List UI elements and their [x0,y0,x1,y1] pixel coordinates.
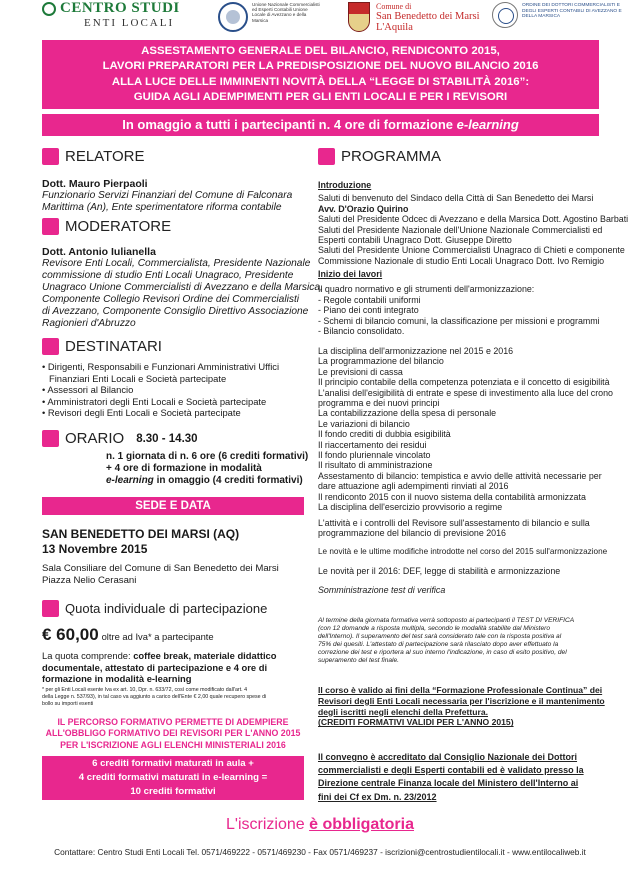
comune-logo: Comune di San Benedetto dei Marsi L'Aquila [348,0,478,36]
relatore-name: Dott. Mauro Pierpaoli [42,178,148,190]
programma-revisore: L'attività e i controlli del Revisore sull'assestamento di bilancio e sulla programmazione del bilancio di previsione 2016 [318,518,590,539]
programma-list: La disciplina dell'armonizzazione nel 2015 e 2016 La programmazione del bilancio Le previsioni di cassa Il principio contabile della competenza potenziata e il concetto di esigibilità L'analisi dell'esigibilità di entrate e spese di investimento alla luce del crono programma e dei nuovi principi La contabilizzazione della spesa di personale Le variazioni di bilancio Il fondo crediti di dubbia esigibilità Il riaccertamento dei residui Il fondo pluriennale vincolato Il risultato di amministrazione [318,346,613,471]
pink-square-icon [42,430,59,447]
title-line: GUIDA AGLI ADEMPIMENTI PER GLI ENTI LOCALI E PER I REVISORI [133,91,508,104]
orario-time: 8.30 - 14.30 [136,432,198,445]
odcec-logo: ORDINE DEI DOTTORI COMMERCIALISTI E DEGLI ESPERTI CONTABILI DI AVEZZANO E DELLA MARSICA [492,0,622,36]
programma-assestamento: Assestamento di bilancio: tempistica e avvio delle attività necessarie per dare attuazione agli adempimenti rinviati al 2016 Il rendiconto 2015 con il nuovo sistema della contabilità armonizzata La disciplina dell'esercizio provvisorio a regime [318,471,602,513]
orario-details: n. 1 giornata di n. 6 ore (6 crediti formativi) + 4 ore di formazione in modalità e-learning in omaggio (4 crediti formativi) [106,451,309,487]
logo-bar [0,0,640,38]
pink-square-icon [42,148,59,165]
quota-heading: Quota individuale di partecipazione [42,600,267,617]
comune-crest-icon [348,2,370,32]
centro-studi-mark-icon [42,2,56,16]
test-verifica-note: Al termine della giornata formativa verrà sottoposto ai partecipanti il TEST DI VERIFICA (con 12 domande a risposta multipla, secondo le modalità stabilite dal Ministero dell'Interno). Il superamento del test sarà considerato tale con la risposta positiva al 75% dei quesiti. L'attestato di partecipazione sarà rilasciato dopo aver effettuato la correzione dei test e riportera al suo interno l'indicazione, in caso di esito positivo, del superamento del test finale. [318,617,575,664]
unagraco-seal-icon [218,2,248,32]
revisori-note: IL PERCORSO FORMATIVO PERMETTE DI ADEMPIERE ALL'OBBLIGO FORMATIVO DEI REVISORI PER L'ANNO 2015 PER L'ISCRIZIONE AGLI ELENCHI MINISTERIALI 2016 [45,717,301,750]
sede-date: 13 Novembre 2015 [42,542,148,556]
cndc-note: Il convegno è accreditato dal Consiglio Nazionale dei Dottori commercialisti e degli Esperti contabili ed è validato presso la Direzione centrale Finanza locale del Ministero dell'Interno ai fini dei Cf ex Dm. n. 23/2012 [318,752,584,802]
moderatore-name: Dott. Antonio Iulianella [42,246,156,258]
list-item: • Amministratori degli Enti Locali e Società partecipate [42,395,267,407]
fpc-note: Il corso è valido ai fini della “Formazione Professionale Continua” dei Revisori degli Enti Locali necessaria per l'iscrizione e il mantenimento degli iscritti negli elenchi della Prefettura. (CREDITI FORMATIVI VALIDI PER L'ANNO 2015) [318,685,605,728]
programma-intro: Introduzione Saluti di benvenuto del Sindaco della Città di San Benedetto dei Marsi Avv. D'Orazio Quirino Saluti del Presidente Odcec di Avezzano e della Marsica Dott. Agostino Barbati Saluti del Presidente Nazionale dell'Unione Nazionale Commercialisti ed Esperti contabili Unagraco Dott. Giuseppe Diretto Saluti del Presidente Unione Commercialisti Unagraco di Chieti e componente Commissione Nazionale di studio Enti Locali Unagraco Dott. Ivo Remigio [318,180,629,266]
moderatore-block: Dott. Antonio Iulianella Revisore Enti Locali, Commercialista, Presidente Nazionale commissione di studio Enti Locali Unagraco, Presidente Unagraco Unione Commercialisti di Avezzano e della Marsica, Componente Collegio Revisori Ordine dei Commercialisti di Avezzano, Componente Consiglio Direttivo Associazione Ragionieri d'Abruzzo [42,246,323,329]
odcec-seal-icon [492,2,518,28]
sede-place: SAN BENEDETTO DEI MARSI (AQ) [42,527,240,541]
destinatari-list [42,361,279,419]
pink-square-icon [42,600,59,617]
pink-square-icon [42,338,59,355]
pink-square-icon [318,148,335,165]
moderatore-heading: MODERATORE [42,218,171,235]
relatore-block: Dott. Mauro Pierpaoli Funzionario Servizi Finanziari del Comune di Falconara Marittima (An), Ente sperimentatore riforma contabile [42,178,293,213]
quota-price: € 60,00 [42,625,99,644]
quota-block: € 60,00 oltre ad Iva* a partecipante La quota comprende: coffee break, materiale didattico documentale, attestato di partecipazione e 4 ore di formazione in modalità e-learning * per gli Enti Locali esente Iva ex art. 10, Dpr. n. 633/72, così come modificato dall'art. 4 della Legge n. 537/93), in tal caso va aggiunto a carico dell'Ente € 2,00 quale recupero spese di bollo su importi esenti [42,625,277,707]
contact-footer: Contattare: Centro Studi Enti Locali Tel. 0571/469222 - 0571/469230 - Fax 0571/469237 - iscrizioni@centrostudientilocali.it - www.entilocaliweb.it [54,847,586,857]
programma-heading: PROGRAMMA [318,148,441,165]
title-line: LAVORI PREPARATORI PER LA PREDISPOSIZIONE DEL NUOVO BILANCIO 2016 [102,60,539,73]
registration-notice: L'iscrizione è obbligatoria [226,816,414,833]
list-item: • Dirigenti, Responsabili e Funzionari Amministrativi Uffici [42,361,280,372]
title-banner [42,40,599,109]
gift-banner: In omaggio a tutti i partecipanti n. 4 ore di formazione e-learning [42,114,599,136]
sede-banner: SEDE E DATA [42,497,304,515]
programma-2016: Le novità per il 2016: DEF, legge di stabilità e armonizzazione [318,566,561,576]
relatore-heading: RELATORE [42,148,144,165]
destinatari-heading: DESTINATARI [42,338,162,355]
orario-heading: ORARIO 8.30 - 14.30 [42,430,198,447]
title-line: ALLA LUCE DELLE IMMINENTI NOVITÀ DELLA “LEGGE DI STABILITÀ 2016”: [111,75,530,88]
list-item: Finanziari Enti Locali e Società partecipate [49,372,227,384]
centro-studi-logo: CENTRO STUDI ENTI LOCALI [42,0,202,36]
programma-lavori: Inizio dei lavori Il quadro normativo e gli strumenti dell'armonizzazione: - Regole contabili uniformi - Piano dei conti integrato - Schemi di bilancio comuni, la classificazione per missioni e programmi - Bilancio consolidato. [318,269,600,337]
title-line: ASSESTAMENTO GENERALE DEL BILANCIO, RENDICONTO 2015, [141,45,500,57]
credits-banner: 6 crediti formativi maturati in aula + 4 crediti formativi maturati in e-learning = 10 crediti formativi [42,756,304,800]
list-item: • Assessori al Bilancio [42,384,134,396]
programma-test: Somministrazione test di verifica [318,585,446,595]
list-item: • Revisori degli Enti Locali e Società partecipate [42,407,241,419]
pink-square-icon [42,218,59,235]
programma-novita: Le novità e le ultime modifiche introdotte nel corso del 2015 sull'armonizzazione [318,547,608,556]
unagraco-logo: Unione Nazionale Commercialisti ed Esperti Contabili Unione Locale di Avezzano e della Marsica [218,0,328,36]
sede-block: SAN BENEDETTO DEI MARSI (AQ) 13 Novembre 2015 Sala Consiliare del Comune di San Benedetto dei Marsi Piazza Nelio Cerasani [42,527,279,586]
